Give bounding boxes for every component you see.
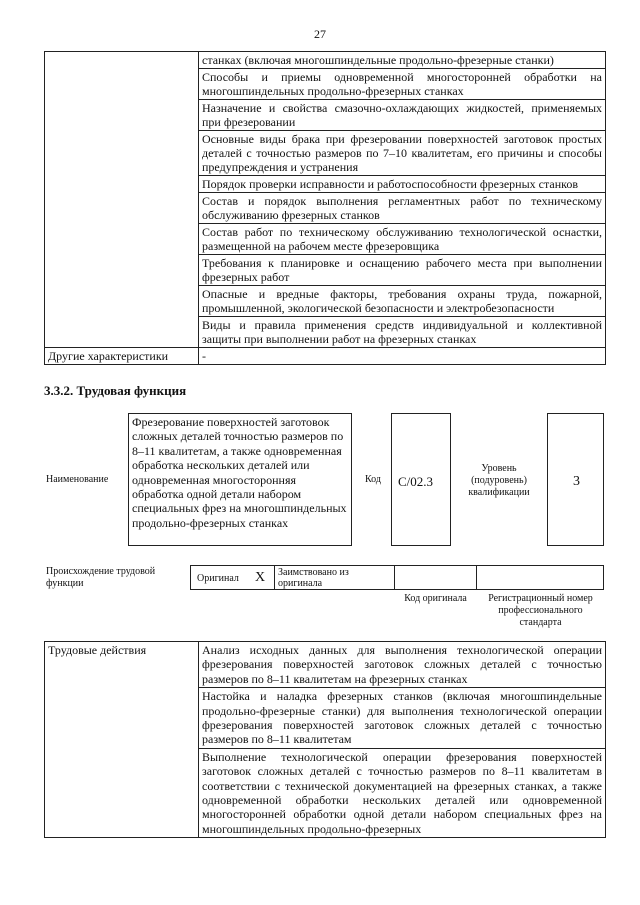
knowledge-label-cell xyxy=(45,52,199,348)
original-label: Оригинал xyxy=(197,573,239,584)
reg-number-label: Регистрационный номер профессионального стандарта xyxy=(488,593,593,628)
borrowed-cell: Заимствовано из оригинала xyxy=(274,565,395,590)
code-value: С/02.3 xyxy=(398,474,434,489)
knowledge-item: Состав работ по техническому обслуживанию технологической оснастки, размещенной на рабочем месте фрезеровщика xyxy=(199,224,606,255)
knowledge-item: Требования к планировке и оснащению рабочего места при выполнении фрезерных работ xyxy=(199,255,606,286)
level-box xyxy=(547,413,604,546)
labor-actions-table xyxy=(44,641,606,838)
labor-action-item: Анализ исходных данных для выполнения технологической операции фрезерования поверхностей заготовок сложных деталей с точностью размеров по 8–11 квалитетам на фрезерных станках xyxy=(199,642,606,688)
function-name: Фрезерование поверхностей заготовок сложных деталей точностью размеров по 8–11 квалитетам, а также одновременная обработка нескольких деталей или одновременная многосторонняя обработка одной детали набором специальных фрез на многошпиндельных продольно-фрезерных станках xyxy=(128,413,352,546)
knowledge-item: станках (включая многошпиндельные продольно-фрезерные станки) xyxy=(199,52,606,69)
name-label: Наименование xyxy=(46,474,109,485)
level-label: Уровень (подуровень) квалификации xyxy=(468,463,530,498)
original-code-label: Код оригинала xyxy=(404,593,467,604)
other-characteristics-value: - xyxy=(199,348,606,365)
labor-action-item: Настойка и наладка фрезерных станков (включая многошпиндельные продольно-фрезерные станки) для выполнения технологической операции фрезерования поверхностей заготовок сложных деталей с точностью размеров по 8–11 квалитетам xyxy=(199,688,606,749)
knowledge-item: Назначение и свойства смазочно-охлаждающих жидкостей, применяемых при фрезеровании xyxy=(199,100,606,131)
knowledge-item: Основные виды брака при фрезеровании поверхностей заготовок простых деталей с точностью размеров по 7–10 квалитетам, его причины и способы предупреждения и устранения xyxy=(199,131,606,176)
reg-number-cell xyxy=(476,565,604,590)
knowledge-table xyxy=(44,51,606,365)
level-value: 3 xyxy=(573,474,580,489)
knowledge-item: Виды и правила применения средств индивидуальной и коллективной защиты при выполнении работ на фрезерных станках xyxy=(199,317,606,348)
code-label: Код xyxy=(365,474,381,485)
code-box xyxy=(391,413,451,546)
page-number: 27 xyxy=(314,27,326,41)
origin-row xyxy=(190,565,604,590)
original-cell xyxy=(190,565,275,590)
labor-actions-label: Трудовые действия xyxy=(45,642,199,838)
origin-label: Происхождение трудовой функции xyxy=(46,566,156,589)
knowledge-item: Состав и порядок выполнения регламентных работ по техническому обслуживанию фрезерных станков xyxy=(199,193,606,224)
other-characteristics-label: Другие характеристики xyxy=(45,348,199,365)
knowledge-item: Способы и приемы одновременной многосторонней обработки на многошпиндельных продольно-фрезерных станках xyxy=(199,69,606,100)
original-mark: X xyxy=(255,570,266,585)
knowledge-item: Порядок проверки исправности и работоспособности фрезерных станков xyxy=(199,176,606,193)
labor-action-item: Выполнение технологической операции фрезерования поверхностей заготовок сложных деталей с точностью размеров по 8–11 квалитетам в соответствии с технической документацией на фрезерных станках, а также одновременной обработки нескольких деталей или одновременной многосторонней обработки одной детали набором специальных фрез на многошпиндельных продольно-фрезерных xyxy=(199,748,606,837)
original-code-cell xyxy=(394,565,477,590)
knowledge-item: Опасные и вредные факторы, требования охраны труда, пожарной, промышленной, экологической безопасности и электробезопасности xyxy=(199,286,606,317)
section-title: 3.3.2. Трудовая функция xyxy=(44,383,187,398)
